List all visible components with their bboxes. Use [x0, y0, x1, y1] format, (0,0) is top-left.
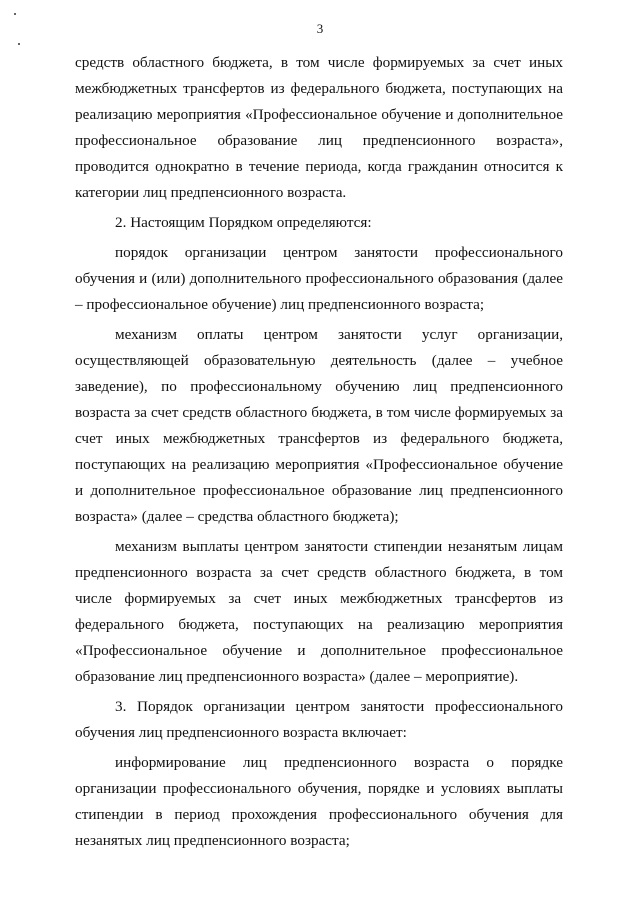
- scan-speck: [18, 43, 20, 45]
- paragraph-item-3: 3. Порядок организации центром занятости профессионального обучения лиц предпенсионного возраста включает:: [75, 698, 563, 741]
- paragraph-training-order: порядок организации центром занятости профессионального обучения и (или) дополнительного профессионального образования (далее – профессиональное обучение) лиц предпенсионного возраста;: [75, 244, 563, 313]
- page-number: 3: [316, 21, 324, 36]
- paragraph-payment-mechanism: механизм оплаты центром занятости услуг организации, осуществляющей образовательную деятельность (далее – учебное заведение), по профессиональному обучению лиц предпенсионного возраста за счет средств областного бюджета, в том числе формируемых за счет иных межбюджетных трансфертов из федерального бюджета, поступающих на реализацию мероприятия «Профессиональное обучение и дополнительное профессиональное образование лиц предпенсионного возраста» (далее – средства областного бюджета);: [75, 326, 563, 525]
- document-body: [75, 50, 563, 858]
- paragraph-stipend-mechanism: механизм выплаты центром занятости стипендии незанятым лицам предпенсионного возраста за счет средств областного бюджета, в том числе формируемых за счет иных межбюджетных трансфертов из федерального бюджета, поступающих на реализацию мероприятия «Профессиональное обучение и дополнительное профессиональное образование лиц предпенсионного возраста» (далее – мероприятие).: [75, 538, 563, 685]
- scan-speck: [14, 13, 16, 15]
- paragraph-item-2: 2. Настоящим Порядком определяются:: [115, 214, 372, 231]
- paragraph-continuation: средств областного бюджета, в том числе формируемых за счет иных межбюджетных трансфертов из федерального бюджета, поступающих на реализацию мероприятия «Профессиональное обучение и дополнительное профессиональное образование лиц предпенсионного возраста», проводится однократно в течение периода, когда гражданин относится к категории лиц предпенсионного возраста.: [75, 54, 563, 201]
- paragraph-informing: информирование лиц предпенсионного возраста о порядке организации профессионального обучения, порядке и условиях выплаты стипендии в период прохождения профессионального обучения для незанятых лиц предпенсионного возраста;: [75, 754, 563, 849]
